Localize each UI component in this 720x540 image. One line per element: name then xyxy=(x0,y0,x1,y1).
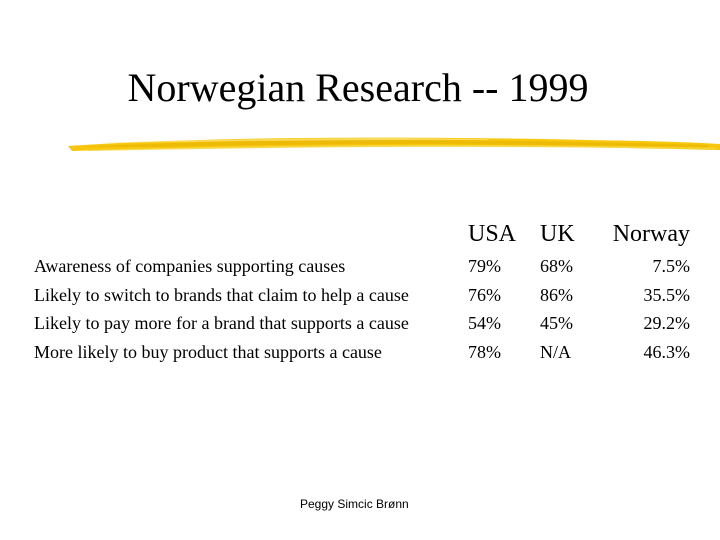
cell-usa: 76% xyxy=(468,284,501,305)
table-header-row xyxy=(34,216,690,252)
cell-usa: 79% xyxy=(468,256,501,276)
brush-stroke-divider xyxy=(68,128,720,158)
cell-norway: 29.2% xyxy=(643,313,690,333)
header-norway: Norway xyxy=(612,221,690,247)
cell-norway: 35.5% xyxy=(643,284,690,305)
cell-usa: 54% xyxy=(468,313,501,333)
slide-title xyxy=(0,60,720,116)
cell-norway: 7.5% xyxy=(652,256,690,276)
table-row xyxy=(34,338,690,367)
table-row xyxy=(34,281,690,310)
cell-uk: 68% xyxy=(540,256,573,276)
row-label: Likely to switch to brands that claim to help a cause xyxy=(34,284,409,305)
table-row xyxy=(34,309,690,338)
row-label: Awareness of companies supporting causes xyxy=(34,256,346,276)
header-uk: UK xyxy=(540,221,575,247)
cell-uk: 86% xyxy=(540,284,573,305)
research-table xyxy=(34,216,690,366)
header-label-column xyxy=(34,216,468,252)
table-row xyxy=(34,252,690,281)
cell-uk: 45% xyxy=(540,313,573,333)
footer-author: Peggy Simcic Brønn xyxy=(300,497,409,511)
cell-uk: N/A xyxy=(540,341,571,362)
cell-usa: 78% xyxy=(468,341,501,362)
row-label: Likely to pay more for a brand that supports a cause xyxy=(34,313,409,333)
header-usa: USA xyxy=(468,221,517,247)
row-label: More likely to buy product that supports a cause xyxy=(34,341,382,362)
slide-title-text: Norwegian Research -- 1999 xyxy=(127,65,589,110)
cell-norway: 46.3% xyxy=(643,341,690,362)
